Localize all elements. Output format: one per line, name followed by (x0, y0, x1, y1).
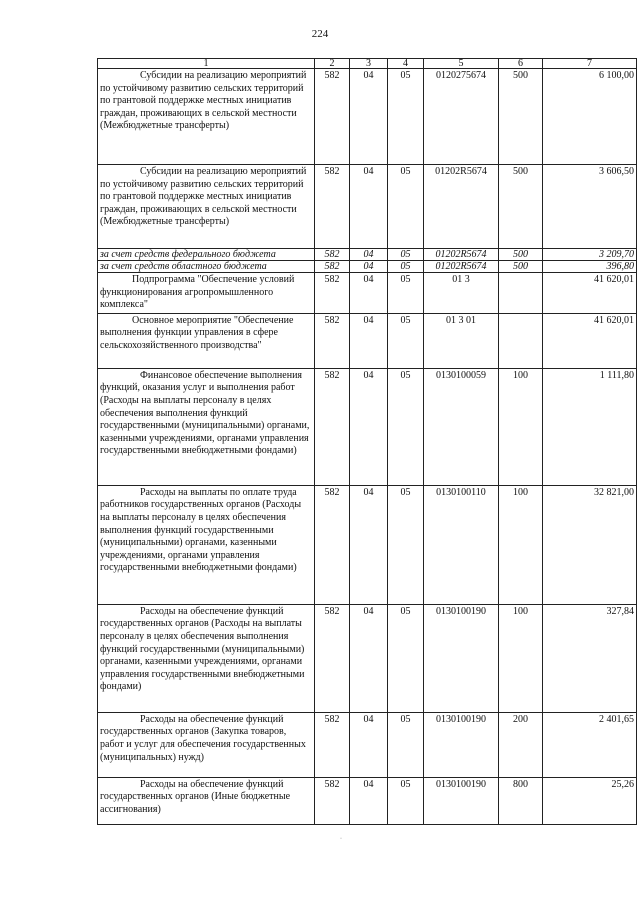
row-grbs: 582 (315, 368, 350, 485)
row-name: Расходы на обеспечение функций государственных органов (Закупка товаров, работ и услуг для обеспечения государственных (муниципальных) нужд) (100, 713, 306, 763)
row-rz: 04 (350, 249, 388, 261)
row-pr: 05 (388, 261, 424, 273)
row-name: за счет средств областного бюджета (98, 261, 315, 273)
row-rz: 04 (350, 368, 388, 485)
header-col-5: 5 (424, 59, 499, 69)
row-vr: 500 (499, 249, 543, 261)
row-sum: 1 111,80 (543, 368, 637, 485)
row-grbs: 582 (315, 712, 350, 777)
row-sum: 3 209,70 (543, 249, 637, 261)
row-vr: 100 (499, 485, 543, 604)
row-csr: 0120275674 (424, 69, 499, 165)
row-pr: 05 (388, 313, 424, 368)
row-name: Подпрограмма "Обеспечение условий функционирования агропромышленного комплекса" (100, 274, 295, 311)
table-row (98, 313, 637, 368)
table-row (98, 249, 637, 261)
row-csr: 01202R5674 (424, 165, 499, 249)
row-pr: 05 (388, 69, 424, 165)
row-pr: 05 (388, 165, 424, 249)
row-rz: 04 (350, 604, 388, 712)
row-pr: 05 (388, 485, 424, 604)
row-name: Основное мероприятие "Обеспечение выполнения функции управления в сфере сельскохозяйственного производства" (100, 314, 294, 351)
row-rz: 04 (350, 777, 388, 824)
row-vr (499, 313, 543, 368)
row-grbs: 582 (315, 604, 350, 712)
row-sum: 41 620,01 (543, 313, 637, 368)
row-grbs: 582 (315, 273, 350, 314)
row-grbs: 582 (315, 313, 350, 368)
row-sum: 2 401,65 (543, 712, 637, 777)
header-col-1: 1 (98, 59, 315, 69)
table-row (98, 165, 637, 249)
row-grbs: 582 (315, 69, 350, 165)
row-vr: 200 (499, 712, 543, 777)
row-pr: 05 (388, 273, 424, 314)
row-grbs: 582 (315, 249, 350, 261)
table-row (98, 261, 637, 273)
row-rz: 04 (350, 273, 388, 314)
row-pr: 05 (388, 249, 424, 261)
table-row (98, 485, 637, 604)
row-name: Расходы на выплаты по оплате труда работников государственных органов (Расходы на выплаты персоналу в целях обеспечения выполнения функций государственными (муниципальными) органами, казенными учреждениями, органами управления государственными внебюджетными фондами) (100, 486, 302, 574)
row-csr: 0130100190 (424, 712, 499, 777)
row-rz: 04 (350, 712, 388, 777)
header-col-3: 3 (350, 59, 388, 69)
row-csr: 01 3 01 (424, 313, 499, 368)
row-csr: 0130100110 (424, 485, 499, 604)
row-pr: 05 (388, 368, 424, 485)
row-csr: 01 3 (424, 273, 499, 314)
header-col-2: 2 (315, 59, 350, 69)
row-grbs: 582 (315, 777, 350, 824)
row-name: за счет средств федерального бюджета (98, 249, 315, 261)
budget-table (97, 58, 637, 825)
row-sum: 327,84 (543, 604, 637, 712)
row-grbs: 582 (315, 165, 350, 249)
row-pr: 05 (388, 777, 424, 824)
row-pr: 05 (388, 604, 424, 712)
row-vr: 100 (499, 368, 543, 485)
scan-mark: · (340, 836, 342, 842)
header-col-4: 4 (388, 59, 424, 69)
row-sum: 6 100,00 (543, 69, 637, 165)
row-vr: 500 (499, 165, 543, 249)
row-csr: 0130100059 (424, 368, 499, 485)
row-name: Расходы на обеспечение функций государственных органов (Расходы на выплаты персоналу в целях обеспечения выполнения функций государственными (муниципальными) органами, казенными учреждениями, органами управления государственными внебюджетными фондами) (100, 605, 305, 693)
row-vr: 500 (499, 261, 543, 273)
row-rz: 04 (350, 165, 388, 249)
row-sum: 396,80 (543, 261, 637, 273)
row-rz: 04 (350, 313, 388, 368)
row-rz: 04 (350, 485, 388, 604)
row-name: Финансовое обеспечение выполнения функций, оказания услуг и выполнения работ (Расходы на выплаты персоналу в целях обеспечения выполнения функций государственными (муниципальными) органами, казенными учреждениями, органами управления государственными внебюджетными фондами) (100, 369, 310, 457)
table-row (98, 777, 637, 824)
table-header-row (98, 59, 637, 69)
row-sum: 32 821,00 (543, 485, 637, 604)
row-csr: 01202R5674 (424, 249, 499, 261)
row-rz: 04 (350, 69, 388, 165)
table-row (98, 712, 637, 777)
table-row (98, 368, 637, 485)
row-vr (499, 273, 543, 314)
row-pr: 05 (388, 712, 424, 777)
header-col-6: 6 (499, 59, 543, 69)
row-sum: 25,26 (543, 777, 637, 824)
header-col-7: 7 (543, 59, 637, 69)
table-row (98, 69, 637, 165)
row-sum: 3 606,50 (543, 165, 637, 249)
row-vr: 500 (499, 69, 543, 165)
row-csr: 0130100190 (424, 777, 499, 824)
row-rz: 04 (350, 261, 388, 273)
row-name: Расходы на обеспечение функций государственных органов (Иные бюджетные ассигнования) (100, 778, 291, 815)
table-row (98, 273, 637, 314)
page-number: 224 (311, 28, 329, 40)
row-grbs: 582 (315, 261, 350, 273)
row-name: Субсидии на реализацию мероприятий по устойчивому развитию сельских территорий по грантовой поддержке местных инициатив граждан, проживающих в сельской местности (Межбюджетные трансферты) (100, 70, 307, 132)
row-vr: 100 (499, 604, 543, 712)
row-csr: 0130100190 (424, 604, 499, 712)
row-grbs: 582 (315, 485, 350, 604)
table-row (98, 604, 637, 712)
row-csr: 01202R5674 (424, 261, 499, 273)
row-vr: 800 (499, 777, 543, 824)
row-sum: 41 620,01 (543, 273, 637, 314)
row-name: Субсидии на реализацию мероприятий по устойчивому развитию сельских территорий по грантовой поддержке местных инициатив граждан, проживающих в сельской местности (Межбюджетные трансферты) (100, 166, 307, 228)
